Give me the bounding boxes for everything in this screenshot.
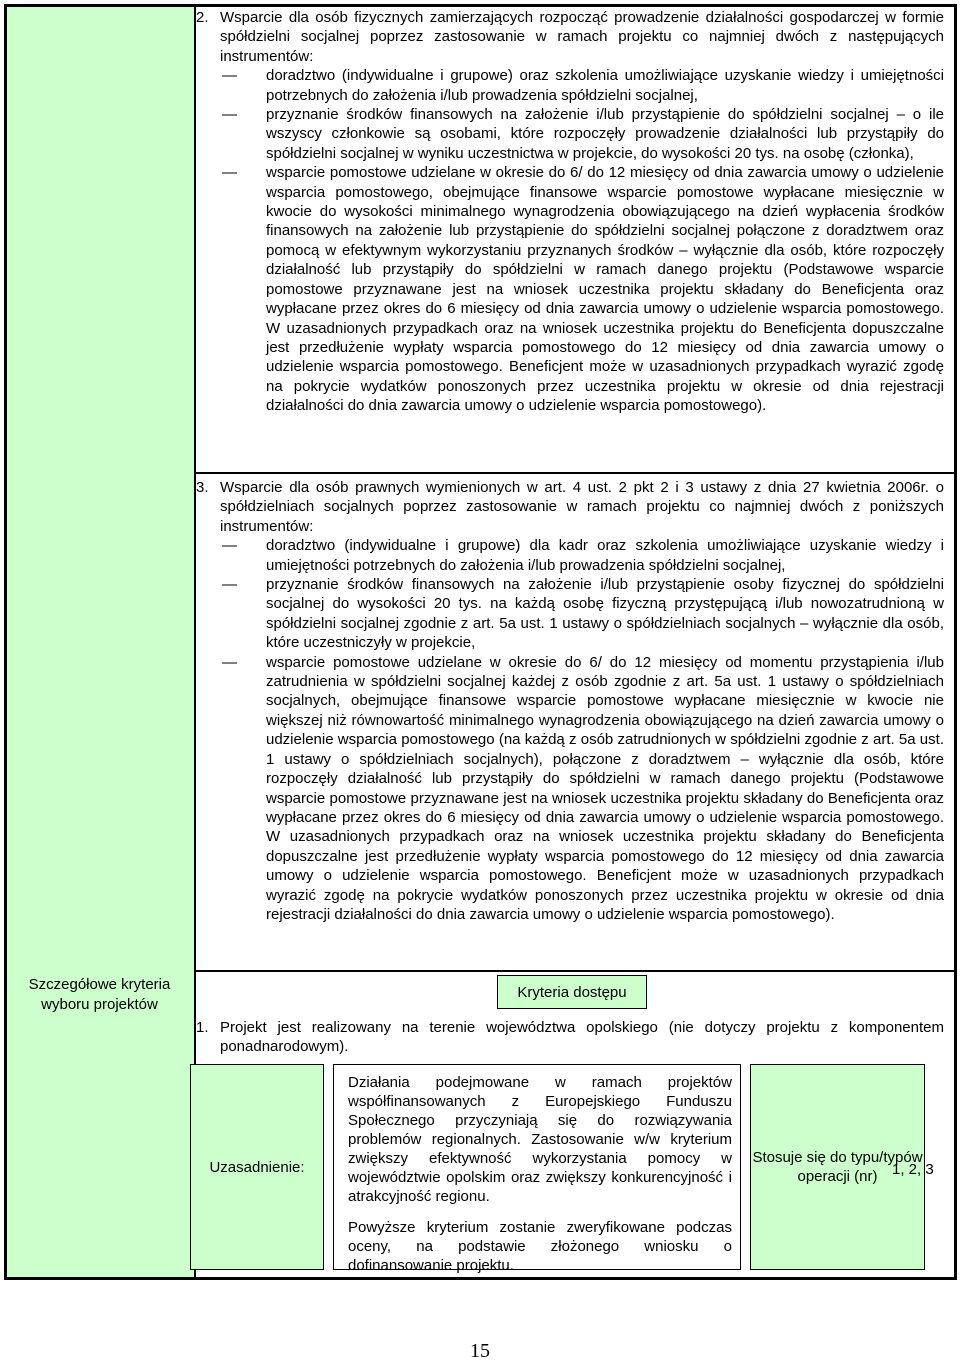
justification-label — [190, 1064, 324, 1270]
list-item: — przyznanie środków finansowych na założenie i/lub przystąpienie osoby fizycznej do spółdzielni socjalnej do wysokości 20 tys. na każdą osobę fizyczną przystępującą i/lub nowozatrudnioną w spółdzielni socjalnej zgodnie z art. 5a ust. 1 ustawy o spółdzielniach socjalnych – wyłącznie dla osób, które uczestniczyły w projekcie, — [196, 575, 944, 653]
list-item: — doradztwo (indywidualne i grupowe) dla kadr oraz szkolenia umożliwiające uzyskanie wiedzy i umiejętności potrzebnych do założenia i/lub prowadzenia spółdzielni socjalnej, — [196, 536, 944, 575]
justification-table — [190, 1064, 950, 1272]
section-3 — [196, 478, 944, 924]
section-number: 3. — [196, 479, 209, 496]
criterion-1 — [196, 1018, 944, 1057]
justification-paragraph: Powyższe kryterium zostanie zweryfikowane podczas oceny, na podstawie złożonego wniosku o dofinansowanie projektu. — [348, 1219, 732, 1274]
list-item: — wsparcie pomostowe udzielane w okresie do 6/ do 12 miesięcy od momentu przystąpienia i/lub zatrudnienia w spółdzielni socjalnej każdej z osób zgodnie z art. 5a ust. 1 ustawy o spółdzielniach socjalnych, obejmujące finansowe wsparcie pomostowe wypłacane miesięcznie w kwocie nie większej niż równowartość minimalnego wynagrodzenia obowiązującego na dzień zawarcia umowy o udzielenie wsparcia pomostowego (na każdą z osób zatrudnionych w spółdzielni zgodnie z art. 5a ust. 1 ustawy o spółdzielniach socjalnych), połączone z doradztwem – wyłącznie dla osób, które rozpoczęły działalność lub przystąpiły do spółdzielni w ramach danego projektu (Podstawowe wsparcie pomostowe przyznawane jest na wniosek uczestnika projektu składany do Beneficjenta oraz wypłacane przez okres do 6 miesięcy od dnia zawarcia umowy o udzielenie wsparcia pomostowego. W uzasadnionych przypadkach oraz na wniosek uczestnika projektu składany do Beneficjenta dopuszczalne jest przedłużenie wypłaty wsparcia pomostowego do 12 miesięcy od dnia zawarcia umowy o udzielenie wsparcia pomostowego. Beneficjent może w uzasadnionych przypadkach wyrazić zgodę na pokrycie wydatków ponoszonych przez uczestnika projektu w okresie od dnia rejestracji działalności do dnia zawarcia umowy o udzielenie wsparcia pomostowego). — [196, 653, 944, 925]
list-item: — wsparcie pomostowe udzielane w okresie do 6/ do 12 miesięcy od dnia zawarcia umowy o udzielenie wsparcia pomostowego, obejmujące finansowe wsparcie pomostowe wypłacane miesięcznie w kwocie do wysokości minimalnego wynagrodzenia obowiązującego na dzień wypłacenia środków finansowych na założenie lub przystąpienie do spółdzielni socjalnej połączone z doradztwem oraz pomocą w efektywnym wykorzystaniu przyznanych środków – wyłącznie dla osób, które rozpoczęły działalność lub przystąpiły do spółdzielni w ramach danego projektu (Podstawowe wsparcie pomostowe przyznawane jest na wniosek uczestnika projektu składany do Beneficjenta oraz wypłacane przez okres do 6 miesięcy od dnia zawarcia umowy o udzielenie wsparcia pomostowego. W uzasadnionych przypadkach oraz na wniosek uczestnika projektu do Beneficjenta dopuszczalne jest przedłużenie wypłaty wsparcia pomostowego do 12 miesięcy od dnia zawarcia umowy o udzielenie wsparcia pomostowego. Beneficjent może w uzasadnionych przypadkach wyrazić zgodę na pokrycie wydatków ponoszonych przez uczestnika projektu w okresie od dnia rejestracji działalności do dnia zawarcia umowy o udzielenie wsparcia pomostowego). — [196, 163, 944, 415]
access-criteria-title: Kryteria dostępu — [497, 975, 647, 1009]
row-divider — [196, 472, 954, 474]
section-2 — [196, 8, 944, 416]
criterion-text: Projekt jest realizowany na terenie województwa opolskiego (nie dotyczy projektu z komponentem ponadnarodowym). — [220, 1019, 944, 1056]
left-column — [7, 7, 196, 1277]
row-divider — [196, 970, 954, 972]
justification-text — [333, 1064, 741, 1274]
applies-to-values: 1, 2, 3 — [892, 1161, 934, 1178]
section-intro: Wsparcie dla osób fizycznych zamierzających rozpocząć prowadzenie działalności gospodarczej w formie spółdzielni socjalnej poprzez zastosowanie w ramach projektu co najmniej dwóch z następujących instrumentów: — [220, 9, 944, 65]
justification-label-text: Uzasadnienie: — [209, 1158, 305, 1176]
page-number: 15 — [470, 1340, 490, 1362]
justification-paragraph: Działania podejmowane w ramach projektów współfinansowanych z Europejskiego Funduszu Społecznego przyczyniają się do rozwiązywania problemów regionalnych. Zastosowanie w/w kryterium zwiększy efektywność wykorzystania pomocy w województwie opolskim oraz zwiększy konkurencyjność i atrakcyjność regionu. — [348, 1074, 732, 1205]
section-intro: Wsparcie dla osób prawnych wymienionych w art. 4 ust. 2 pkt 2 i 3 ustawy z dnia 27 kwietnia 2006r. o spółdzielniach socjalnych poprzez zastosowanie w ramach projektu co najmniej dwóch z poniższych instrumentów: — [220, 479, 944, 535]
applies-to-label-text: Stosuje się do typu/typów operacji (nr) — [752, 1149, 923, 1185]
left-label: Szczegółowe kryteria wyboru projektów — [28, 976, 171, 1013]
criterion-number: 1. — [196, 1019, 209, 1036]
list-item: — doradztwo (indywidualne i grupowe) oraz szkolenia umożliwiające uzyskanie wiedzy i umiejętności potrzebnych do założenia i/lub prowadzenia spółdzielni socjalnej, — [196, 66, 944, 105]
section-number: 2. — [196, 9, 209, 26]
list-item: — przyznanie środków finansowych na założenie i/lub przystąpienie do spółdzielni socjalnej – o ile wszyscy członkowie są osobami, które rozpoczęły prowadzenie działalności lub przystąpiły do spółdzielni socjalnej w wyniku uczestnictwa w projekcie, do wysokości 20 tys. na osobę (członka), — [196, 105, 944, 163]
